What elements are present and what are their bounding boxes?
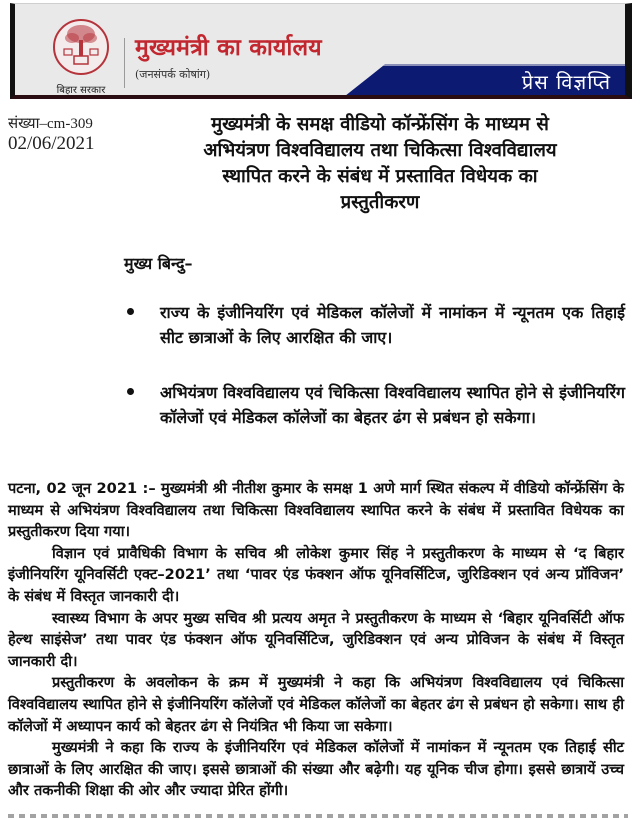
key-points-list: [120, 300, 625, 460]
body-paragraph: विज्ञान एवं प्रावैधिकी विभाग के सचिव श्री लोकेश कुमार सिंह ने प्रस्तुतीकरण के माध्यम से ‘द बिहार इंजीनियरिंग यूनिवर्सिटी एक्ट–2021’ तथा ‘पावर एंड फंक्शन ऑफ यूनिवर्सिटिज, जुरिडिक्शन एवं अन्य प्रॉविजन’ के संबंध में विस्तृत जानकारी दी।: [8, 544, 624, 605]
bihar-govt-logo: [45, 16, 117, 98]
body-paragraph: प्रस्तुतीकरण के अवलोकन के क्रम में मुख्यमंत्री ने कहा कि अभियंत्रण विश्वविद्यालय एवं चिकित्सा विश्वविद्यालय स्थापित होने से इंजीनियरिंग कॉलेजों एवं मेडिकल कॉलेजों का बेहतर ढंग से प्रबंधन हो सकेगा। साथ ही कॉलेजों में अध्यापन कार्य को बेहतर ढंग से नियंत्रित भी किया जा सकेगा।: [8, 674, 624, 735]
release-date: 02/06/2021: [8, 133, 95, 154]
key-point-text: अभियंत्रण विश्वविद्यालय एवं चिकित्सा विश्वविद्यालय स्थापित होने से इंजीनियरिंग कॉलेजों एवं मेडिकल कॉलेजों का बेहतर ढंग से प्रबंधन हो सकेगा।: [160, 383, 625, 427]
bullet-icon: [127, 308, 134, 315]
body-paragraph: पटना, 02 जून 2021 :– मुख्यमंत्री श्री नीतीश कुमार के समक्ष 1 अणे मार्ग स्थित संकल्प में वीडियो कॉन्फ्रेंसिंग के माध्यम से अभियंत्रण विश्वविद्यालय तथा चिकित्सा विश्वविद्यालय स्थापित करने के संबंध में प्रस्तावित विधेयक का प्रस्तुतीकरण दिया गया।: [8, 480, 624, 541]
office-subtitle: (जनसंपर्क कोषांग): [135, 68, 211, 81]
body-paragraph: मुख्यमंत्री ने कहा कि राज्य के इंजीनियरिंग एवं मेडिकल कॉलेजों में नामांकन में न्यूनतम एक तिहाई सीट छात्राओं के लिए आरक्षित की जाए। इससे छात्राओं की संख्या और बढ़ेगी। यह यूनिक चीज होगा। इससे छात्रायें उच्च और तकनीकी शिक्षा की ओर और ज्यादा प्रेरित होंगी।: [8, 739, 624, 800]
key-point-item: [120, 300, 625, 350]
logo-caption: बिहार सरकार: [56, 85, 106, 96]
bodhi-tree-emblem-icon: [52, 16, 110, 78]
page-title: [150, 112, 610, 216]
bullet-icon: [127, 388, 134, 395]
press-release-label: प्रेस विज्ञप्ति: [521, 70, 611, 94]
title-line: स्थापित करने के संबंध में प्रस्तावित विधेयक का: [222, 166, 538, 187]
key-point-text: राज्य के इंजीनियरिंग एवं मेडिकल कॉलेजों में नामांकन में न्यूनतम एक तिहाई सीट छात्राओं के लिए आरक्षित की जाए।: [160, 303, 625, 347]
title-line: अभियंत्रण विश्वविद्यालय तथा चिकित्सा विश्वविद्यालय: [203, 140, 557, 161]
title-line: मुख्यमंत्री के समक्ष वीडियो कॉन्फ्रेंसिंग के माध्यम से: [211, 114, 549, 135]
office-title: मुख्यमंत्री का कार्यालय: [135, 35, 322, 61]
reference-number: संख्या–cm-309: [8, 116, 93, 132]
header-banner: [10, 3, 632, 99]
cropped-next-line: [8, 814, 628, 818]
key-points-label: मुख्य बिन्दु–: [124, 254, 193, 273]
key-point-item: [120, 380, 625, 430]
press-release-body: [8, 478, 624, 802]
header-divider: [124, 38, 125, 88]
title-line: प्रस्तुतीकरण: [340, 192, 420, 213]
body-paragraph: स्वास्थ्य विभाग के अपर मुख्य सचिव श्री प्रत्यय अमृत ने प्रस्तुतीकरण के माध्यम से ‘बिहार यूनिवर्सिटी ऑफ हेल्थ साइंसेज’ तथा पावर एंड फंक्शन ऑफ यूनिवर्सिटिज, जुरिडिक्शन एवं अन्य प्रोविजन के संबंध में विस्तृत जानकारी दी।: [8, 609, 624, 670]
